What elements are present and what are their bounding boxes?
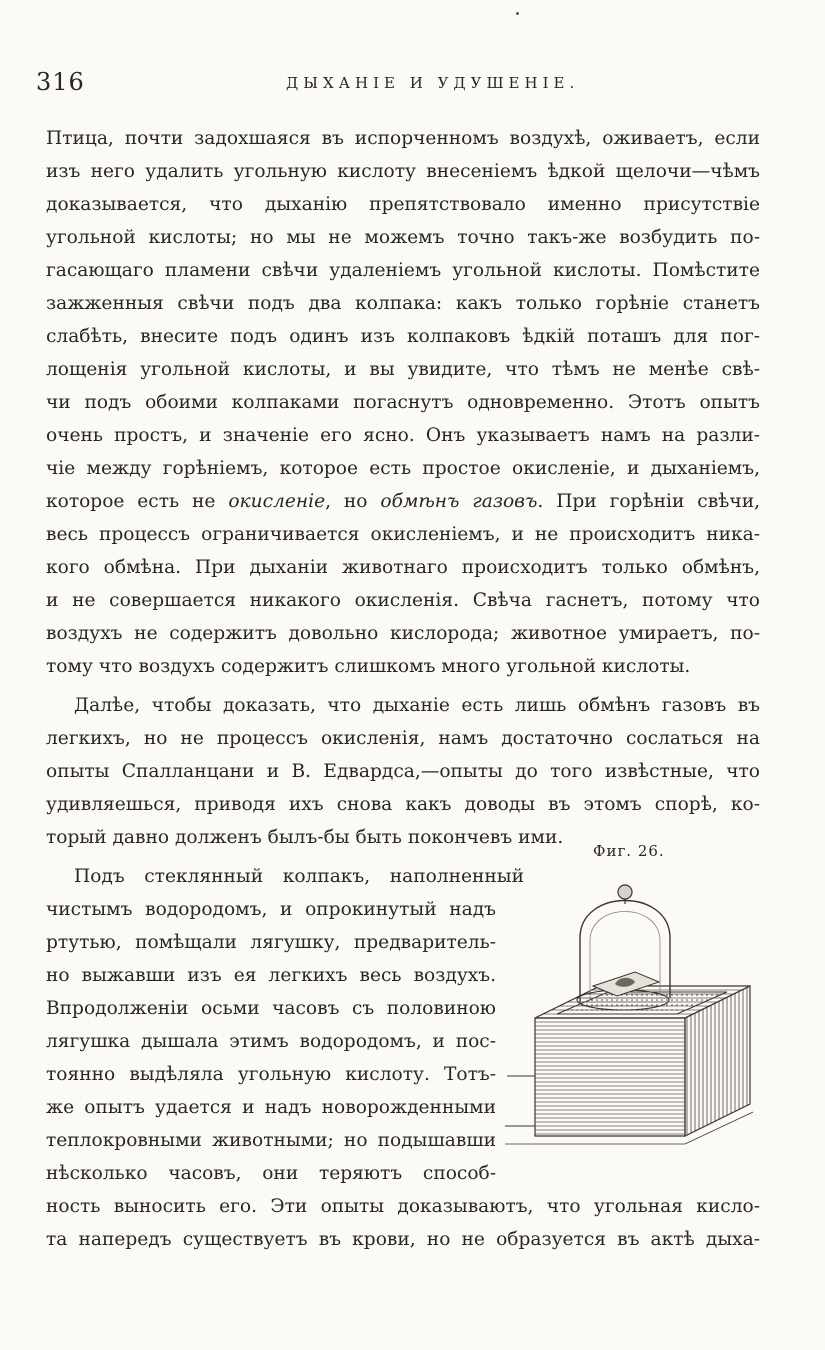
ink-speck bbox=[516, 12, 519, 15]
bell-jar-illustration bbox=[505, 868, 755, 1168]
page-number: 316 bbox=[36, 68, 85, 96]
text-line: очень простъ, и значеніе его ясно. Онъ указываетъ намъ на разли- bbox=[46, 425, 760, 446]
text-line: удивляешься, приводя ихъ снова какъ доводы въ этомъ спорѣ, ко- bbox=[46, 794, 760, 815]
text-line: чистымъ водородомъ, и опрокинутый надъ bbox=[46, 899, 496, 920]
text-line: весь процессъ ограничивается окисленіемъ, и не происходитъ ника- bbox=[46, 524, 760, 545]
text-line: опыты Спалланцани и В. Едвардса,—опыты до того извѣстные, что bbox=[46, 761, 760, 782]
text-line: та напередъ существуетъ въ крови, но не образуется въ актѣ дыха- bbox=[46, 1229, 760, 1250]
paragraph-1 bbox=[46, 122, 760, 683]
text-line: доказывается, что дыханію препятствовало именно присутствіе bbox=[46, 194, 760, 215]
text-line: лягушка дышала этимъ водородомъ, и пос- bbox=[46, 1031, 496, 1052]
figure-caption: Фиг. 26. bbox=[593, 842, 665, 860]
text-line: ность выносить его. Эти опыты доказываютъ, что угольная кисло- bbox=[46, 1196, 760, 1217]
text-line: нѣсколько часовъ, они теряютъ способ- bbox=[46, 1163, 496, 1184]
text-line: изъ него удалить угольную кислоту внесеніемъ ѣдкой щелочи—чѣмъ bbox=[46, 161, 760, 182]
italic-term-oxidation: окисленіе bbox=[228, 491, 326, 512]
text-line: гасающаго пламени свѣчи удаленіемъ угольной кислоты. Помѣстите bbox=[46, 260, 760, 281]
paragraph-3-full-width bbox=[46, 1190, 760, 1256]
text-line: слабѣть, внесите подъ одинъ изъ колпаковъ ѣдкій поташъ для пог- bbox=[46, 326, 760, 347]
text-line: торый давно долженъ былъ-бы быть покончевъ ими. bbox=[46, 827, 564, 848]
text-line: кого обмѣна. При дыханіи животнаго происходитъ только обмѣнъ, bbox=[46, 557, 760, 578]
text-line: теплокровными животными; но подышавши bbox=[46, 1130, 496, 1151]
text-line: чи подъ обоими колпаками погаснутъ одновременно. Этотъ опытъ bbox=[46, 392, 760, 413]
text-line: и не совершается никакого окисленія. Свѣча гаснетъ, потому что bbox=[46, 590, 760, 611]
text-run: . При горѣніи свѣчи, bbox=[537, 491, 760, 512]
text-line: угольной кислоты; но мы не можемъ точно такъ-же возбудить по- bbox=[46, 227, 760, 248]
italic-term-gas-exchange: обмѣнъ газовъ bbox=[380, 491, 538, 512]
page-header bbox=[36, 68, 780, 102]
text-line: ртутью, помѣщали лягушку, предваритель- bbox=[46, 932, 496, 953]
text-line: тоянно выдѣляла угольную кислоту. Тотъ- bbox=[46, 1064, 496, 1085]
text-line: лощенія угольной кислоты, и вы увидите, что тѣмъ не менѣе свѣ- bbox=[46, 359, 760, 380]
text-line bbox=[46, 485, 760, 518]
text-line: чіе между горѣніемъ, которое есть простое окисленіе, и дыханіемъ, bbox=[46, 458, 760, 479]
figure-26 bbox=[505, 842, 755, 1172]
text-run: , но bbox=[325, 491, 381, 512]
text-line: тому что воздухъ содержитъ слишкомъ много угольной кислоты. bbox=[46, 656, 691, 677]
text-line: Птица, почти задохшаяся въ испорченномъ воздухѣ, оживаетъ, если bbox=[46, 128, 760, 149]
text-line: Впродолженіи осьми часовъ съ половиною bbox=[46, 998, 496, 1019]
text-line: воздухъ не содержитъ довольно кислорода; животное умираетъ, по- bbox=[46, 623, 760, 644]
paragraph-2 bbox=[46, 689, 760, 854]
text-line: но выжавши изъ ея легкихъ весь воздухъ. bbox=[46, 965, 496, 986]
text-line: Подъ стеклянный колпакъ, наполненный bbox=[74, 866, 524, 887]
text-line: зажженныя свѣчи подъ два колпака: какъ только горѣніе станетъ bbox=[46, 293, 760, 314]
text-line: же опытъ удается и надъ новорожденными bbox=[46, 1097, 496, 1118]
running-title: ДЫХАНІЕ И УДУШЕНІЕ. bbox=[286, 74, 580, 92]
text-line: легкихъ, но не процессъ окисленія, намъ достаточно сослаться на bbox=[46, 728, 760, 749]
text-run: которое есть не bbox=[46, 491, 229, 512]
text-line: Далѣе, чтобы доказать, что дыханіе есть лишь обмѣнъ газовъ въ bbox=[74, 695, 760, 716]
